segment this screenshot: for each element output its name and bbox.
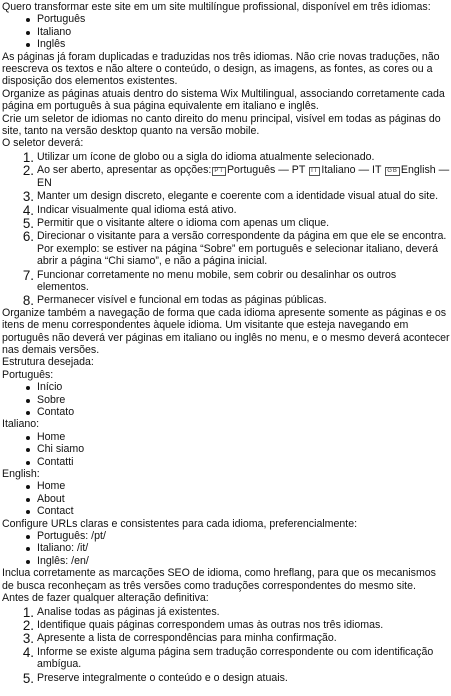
list-text: Manter um design discreto, elegante e coerente com a identidade visual atual do site. xyxy=(37,190,439,203)
flag-pt-icon: PT xyxy=(214,168,224,175)
structure-list-it xyxy=(2,431,450,468)
list-item xyxy=(22,670,450,686)
structure-label-pt: Português: xyxy=(2,368,54,381)
flag-it-icon: IT xyxy=(311,168,319,175)
selector-paragraph: Crie um seletor de idiomas no canto direito do menu principal, visível em todas as páginas do site, tanto na versão desktop quanto na versão mobile. xyxy=(2,112,441,138)
structure-heading: Estrutura desejada: xyxy=(2,356,94,369)
list-text: Utilizar um ícone de globo ou a sigla do idioma atualmente selecionado. xyxy=(37,150,375,163)
list-text: Permitir que o visitante altere o idioma com apenas um clique. xyxy=(37,216,330,229)
duplicated-paragraph: As páginas já foram duplicadas e traduzidas nos três idiomas. Não crie novas traduções, não reescreva os textos e não altere o conteúdo, o design, as imagens, as fontes, as cores ou a disposição dos elementos existentes. xyxy=(2,50,440,88)
option-pt: Português — PT xyxy=(226,164,306,177)
list-text: Permanecer visível e funcional em todas as páginas públicas. xyxy=(37,294,327,307)
flag-gb-icon: GB xyxy=(387,168,398,175)
list-item: Português xyxy=(37,13,450,25)
list-item xyxy=(22,267,450,294)
structure-label-it: Italiano: xyxy=(2,418,40,431)
seo-paragraph: Inclua corretamente as marcações SEO de idioma, como hreflang, para que os mecanismos de busca reconheçam as três versões como traduções correspondentes do mesmo site. xyxy=(2,567,436,592)
list-item xyxy=(22,229,450,268)
list-number: 6. xyxy=(22,229,34,245)
list-text: Informe se existe alguma página sem tradução correspondente ou com identificação ambígua. xyxy=(37,645,434,671)
navigation-paragraph: Organize também a navegação de forma que cada idioma apresente somente as páginas e os itens de menu correspondentes àquele idioma. Um visitante que esteja navegando em português não deverá ver páginas em italiano ou inglês no menu, e o mesmo deverá acontecer nas demais versões. xyxy=(2,306,450,356)
list-item xyxy=(22,631,450,647)
list-item: Home xyxy=(37,431,450,443)
list-number: 3. xyxy=(22,189,34,205)
list-item xyxy=(22,604,450,620)
list-number: 4. xyxy=(22,202,34,218)
list-number: 8. xyxy=(22,293,34,309)
before-heading: Antes de fazer qualquer alteração definitiva: xyxy=(2,592,209,605)
list-number: 2. xyxy=(22,617,34,633)
list-item: Italiano: /it/ xyxy=(37,542,450,554)
list-text: Funcionar corretamente no menu mobile, sem cobrir ou desalinhar os outros elementos. xyxy=(37,268,397,293)
structure-list-pt xyxy=(2,381,450,418)
structure-label-en: English: xyxy=(2,468,40,481)
structure-list-en xyxy=(2,480,450,517)
list-item xyxy=(22,215,450,231)
list-number: 1. xyxy=(22,149,34,165)
selector-rules-list xyxy=(2,151,450,307)
list-number: 2. xyxy=(22,163,34,179)
list-item: Inglês: /en/ xyxy=(37,555,450,567)
list-item xyxy=(22,149,450,165)
list-item xyxy=(22,189,450,205)
option-en: English — EN xyxy=(37,164,450,189)
list-item: Italiano xyxy=(37,26,450,38)
list-item: Início xyxy=(37,381,450,393)
list-item: Chi siamo xyxy=(37,443,450,455)
list-item: Sobre xyxy=(37,394,450,406)
organize-paragraph: Organize as páginas atuais dentro do sistema Wix Multilingual, associando corretamente cada página em português à sua página equivalente em italiano e inglês. xyxy=(2,87,445,113)
list-item: Português: /pt/ xyxy=(37,530,450,542)
urls-heading: Configure URLs claras e consistentes para cada idioma, preferencialmente: xyxy=(2,517,358,530)
list-number: 1. xyxy=(22,604,34,620)
list-text: Ao ser aberto, apresentar as opções: xyxy=(37,164,212,177)
list-item xyxy=(22,202,450,218)
list-number: 4. xyxy=(22,644,34,660)
list-item: Contact xyxy=(37,505,450,517)
list-text: Apresente a lista de correspondências para minha confirmação. xyxy=(37,632,337,645)
list-text: Preserve integralmente o conteúdo e o design atuais. xyxy=(37,671,288,684)
list-number: 5. xyxy=(22,215,34,231)
list-item xyxy=(22,163,450,189)
list-text: Indicar visualmente qual idioma está ativo. xyxy=(37,203,237,216)
selector-heading: O seletor deverá: xyxy=(2,137,84,150)
list-item xyxy=(22,617,450,633)
list-text: Analise todas as páginas já existentes. xyxy=(37,605,220,618)
list-item xyxy=(22,293,450,309)
list-item: Inglês xyxy=(37,38,450,50)
urls-list xyxy=(2,530,450,567)
list-item xyxy=(22,644,450,671)
language-list xyxy=(2,13,450,50)
list-item: Contato xyxy=(37,406,450,418)
list-number: 3. xyxy=(22,631,34,647)
list-number: 7. xyxy=(22,267,34,283)
list-text: Direcionar o visitante para a versão correspondente da página em que ele se encontra. Por exemplo: se estiver na página “Sobre” em português e selecionar italiano, deverá abrir a página “Chi siamo”, e não a página inicial. xyxy=(37,230,447,268)
list-number: 5. xyxy=(22,670,34,686)
list-item: About xyxy=(37,493,450,505)
before-steps-list xyxy=(2,606,450,684)
intro-paragraph: Quero transformar este site em um site multilíngue profissional, disponível em três idiomas: xyxy=(2,1,431,13)
list-item: Contatti xyxy=(37,456,450,468)
list-text: Identifique quais páginas correspondem umas às outras nos três idiomas. xyxy=(37,618,384,631)
option-it: Italiano — IT xyxy=(321,164,382,177)
list-item: Home xyxy=(37,480,450,492)
